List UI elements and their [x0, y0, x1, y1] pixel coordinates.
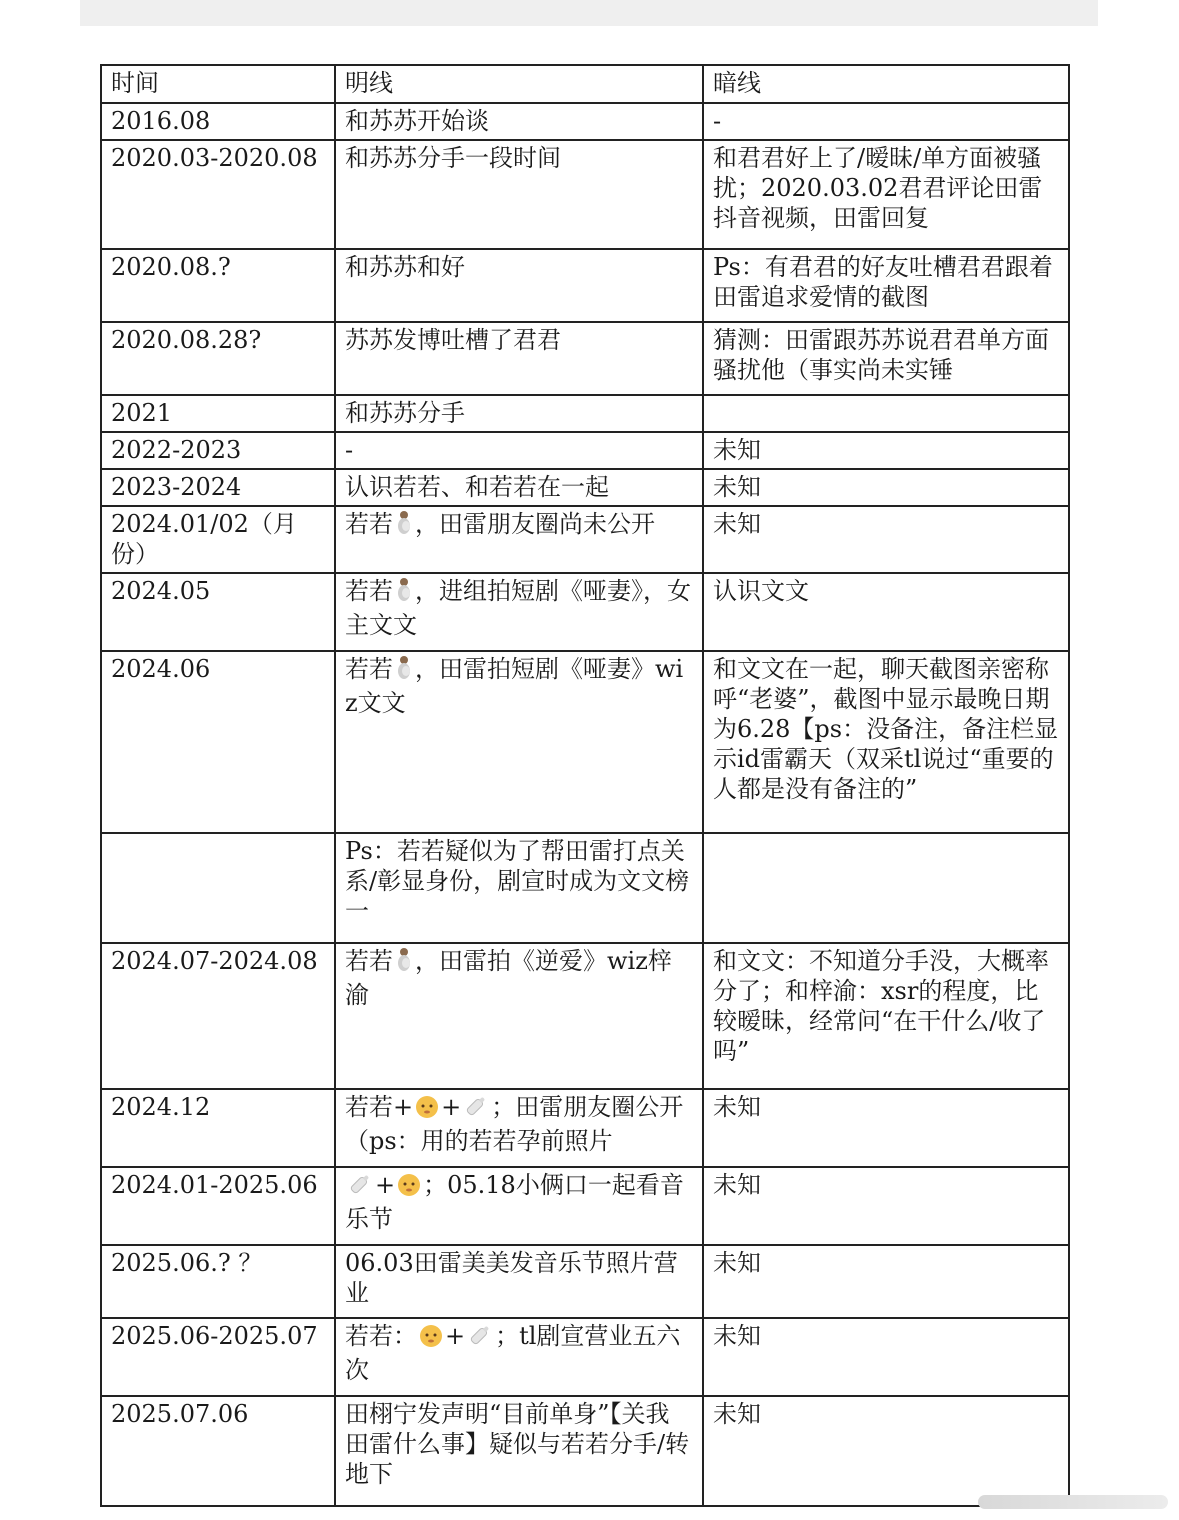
cell-time — [101, 833, 335, 943]
cell-hidden-line: Ps：有君君的好友吐槽君君跟着田雷追求爱情的截图 — [703, 249, 1069, 322]
cell-main-line — [335, 506, 703, 573]
pregnant-woman-icon — [395, 510, 413, 543]
main-line-text: + — [375, 1171, 396, 1199]
cell-hidden-line — [703, 833, 1069, 943]
pregnant-woman-icon — [395, 655, 413, 688]
cell-hidden-line: 未知 — [703, 469, 1069, 506]
table-row — [101, 249, 1069, 322]
cell-main-line: 和苏苏分手 — [335, 395, 703, 432]
cell-time: 2022-2023 — [101, 432, 335, 469]
table-row — [101, 506, 1069, 573]
table-row — [101, 1167, 1069, 1245]
cell-main-line: 和苏苏分手一段时间 — [335, 140, 703, 249]
timeline-document — [100, 64, 1066, 1507]
cell-hidden-line: 未知 — [703, 1167, 1069, 1245]
baby-bottle-icon — [467, 1322, 493, 1355]
table-row — [101, 573, 1069, 651]
main-line-text: 若若+ — [345, 1093, 414, 1121]
baby-face-icon — [419, 1324, 443, 1355]
main-line-text: ；05.18小俩口一起看音乐节 — [345, 1171, 684, 1233]
table-row — [101, 103, 1069, 140]
cell-time: 2024.01/02（月份） — [101, 506, 335, 573]
table-row — [101, 651, 1069, 833]
cell-time: 2020.08.28? — [101, 322, 335, 395]
pregnant-woman-icon — [395, 947, 413, 980]
table-row — [101, 322, 1069, 395]
cell-time: 2020.08.? — [101, 249, 335, 322]
cell-main-line: 06.03田雷美美发音乐节照片营业 — [335, 1245, 703, 1318]
cell-hidden-line: 猜测：田雷跟苏苏说君君单方面骚扰他（事实尚未实锤 — [703, 322, 1069, 395]
cell-time: 2016.08 — [101, 103, 335, 140]
main-line-text: 若若： — [345, 1322, 417, 1350]
cell-main-line — [335, 1318, 703, 1396]
table-row — [101, 1318, 1069, 1396]
cell-hidden-line — [703, 395, 1069, 432]
main-line-text: + — [441, 1093, 462, 1121]
baby-face-icon — [415, 1095, 439, 1126]
cell-main-line: - — [335, 432, 703, 469]
cell-hidden-line: 未知 — [703, 1396, 1069, 1506]
pregnant-woman-icon — [395, 577, 413, 610]
main-line-text: 若若 — [345, 510, 393, 538]
cell-time: 2024.12 — [101, 1089, 335, 1167]
cell-main-line: 和苏苏和好 — [335, 249, 703, 322]
cell-hidden-line: 和文文：不知道分手没，大概率分了；和梓渝：xsr的程度，比较暧昧，经常问“在干什么/收了吗” — [703, 943, 1069, 1089]
cell-time: 2024.01-2025.06 — [101, 1167, 335, 1245]
main-line-text: ；田雷朋友圈公开（ps：用的若若孕前照片 — [345, 1093, 684, 1155]
cell-main-line — [335, 943, 703, 1089]
cell-hidden-line: 未知 — [703, 506, 1069, 573]
baby-face-icon — [397, 1173, 421, 1204]
cell-time: 2024.06 — [101, 651, 335, 833]
header-hidden-line: 暗线 — [703, 65, 1069, 103]
cell-time: 2025.06-2025.07 — [101, 1318, 335, 1396]
table-row — [101, 943, 1069, 1089]
cell-hidden-line: 认识文文 — [703, 573, 1069, 651]
cell-time: 2025.07.06 — [101, 1396, 335, 1506]
timeline-table — [100, 64, 1070, 1507]
table-row — [101, 833, 1069, 943]
cell-hidden-line: 未知 — [703, 1318, 1069, 1396]
main-line-text: + — [445, 1322, 466, 1350]
main-line-text: ，田雷朋友圈尚未公开 — [415, 510, 655, 538]
main-line-text: ，田雷拍短剧《哑妻》wiz文文 — [345, 655, 684, 717]
cell-hidden-line: 和君君好上了/暧昧/单方面被骚扰；2020.03.02君君评论田雷抖音视频，田雷回复 — [703, 140, 1069, 249]
baby-bottle-icon — [463, 1093, 489, 1126]
table-row — [101, 469, 1069, 506]
cell-hidden-line: 未知 — [703, 1245, 1069, 1318]
baby-bottle-icon — [347, 1171, 373, 1204]
main-line-text: 若若 — [345, 577, 393, 605]
cell-main-line — [335, 1167, 703, 1245]
main-line-text: ，田雷拍《逆爱》wiz梓渝 — [345, 947, 672, 1009]
cell-main-line — [335, 573, 703, 651]
cell-time: 2020.03-2020.08 — [101, 140, 335, 249]
table-row — [101, 1245, 1069, 1318]
main-line-text: 若若 — [345, 655, 393, 683]
cell-main-line: 苏苏发博吐槽了君君 — [335, 322, 703, 395]
table-row — [101, 395, 1069, 432]
cell-main-line: 认识若若、和若若在一起 — [335, 469, 703, 506]
table-row — [101, 140, 1069, 249]
table-header-row — [101, 65, 1069, 103]
main-line-text: ，进组拍短剧《哑妻》，女主文文 — [345, 577, 691, 639]
cell-hidden-line: 未知 — [703, 1089, 1069, 1167]
header-main-line: 明线 — [335, 65, 703, 103]
table-row — [101, 432, 1069, 469]
top-banner — [80, 0, 1098, 26]
cell-time: 2025.06.? ？ — [101, 1245, 335, 1318]
main-line-text: ；tl剧宣营业五六次 — [345, 1322, 681, 1384]
main-line-text: 若若 — [345, 947, 393, 975]
cell-main-line — [335, 1089, 703, 1167]
cell-main-line: 田栩宁发声明“目前单身”【关我田雷什么事】疑似与若若分手/转地下 — [335, 1396, 703, 1506]
cell-hidden-line: - — [703, 103, 1069, 140]
header-time: 时间 — [101, 65, 335, 103]
cell-main-line: 和苏苏开始谈 — [335, 103, 703, 140]
watermark-bar — [978, 1495, 1168, 1509]
cell-main-line — [335, 651, 703, 833]
cell-time: 2023-2024 — [101, 469, 335, 506]
cell-hidden-line: 未知 — [703, 432, 1069, 469]
cell-time: 2024.07-2024.08 — [101, 943, 335, 1089]
table-row — [101, 1396, 1069, 1506]
cell-main-line: Ps：若若疑似为了帮田雷打点关系/彰显身份，剧宣时成为文文榜一 — [335, 833, 703, 943]
table-row — [101, 1089, 1069, 1167]
cell-time: 2021 — [101, 395, 335, 432]
cell-hidden-line: 和文文在一起，聊天截图亲密称呼“老婆”，截图中显示最晚日期为6.28【ps：没备注，备注栏显示id雷霸天（双采tl说过“重要的人都是没有备注的” — [703, 651, 1069, 833]
cell-time: 2024.05 — [101, 573, 335, 651]
